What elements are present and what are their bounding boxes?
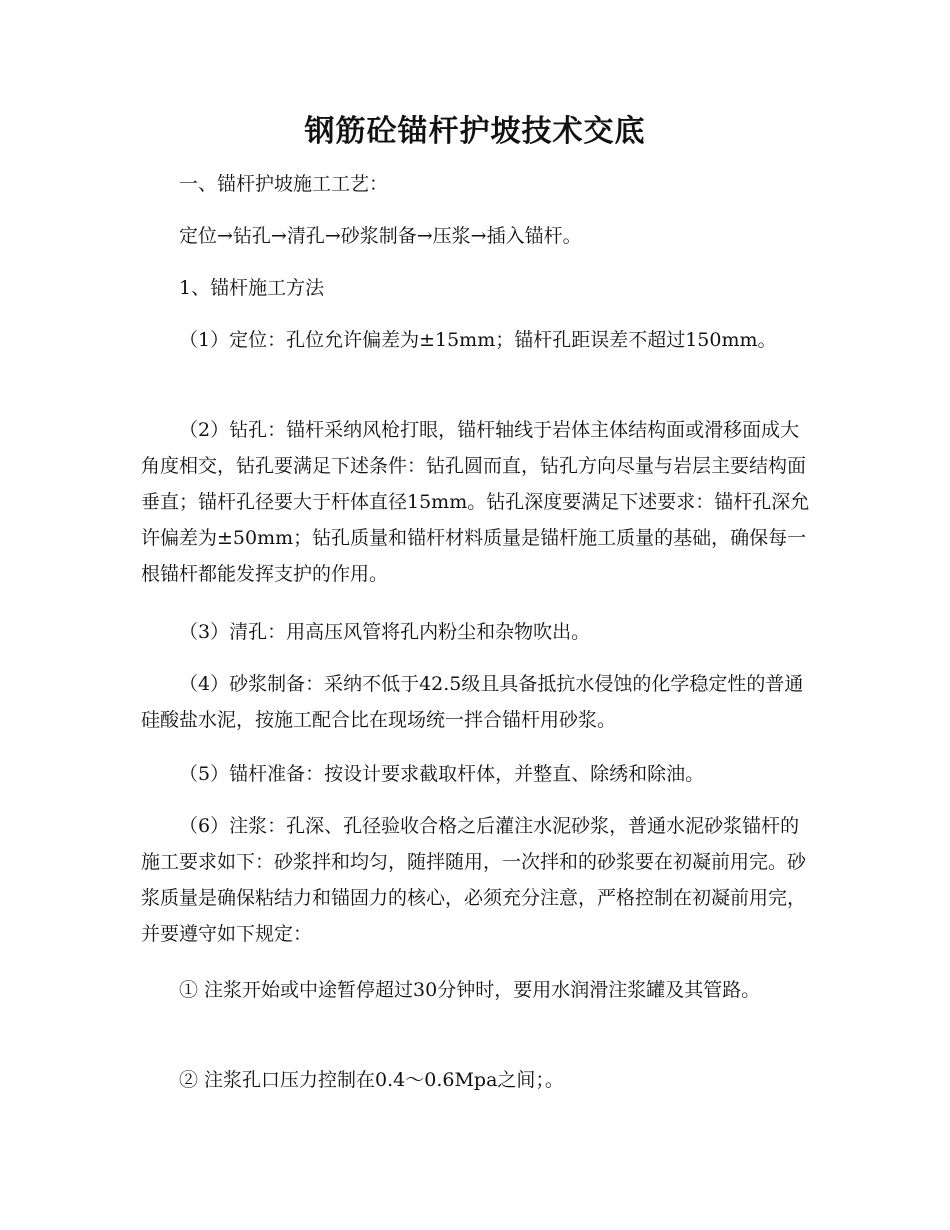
- document-title: 钢筋砼锚杆护坡技术交底: [304, 114, 646, 149]
- list-item-rule-1: ① 注浆开始或中途暂停超过30分钟时，要用水润滑注浆罐及其管路。: [179, 979, 761, 1001]
- paragraph-hole-cleaning: （3）清孔：用高压风管将孔内粉尘和杂物吹出。: [179, 621, 591, 643]
- paragraph-positioning: （1）定位：孔位允许偏差为±15mm；锚杆孔距误差不超过150mm。: [179, 329, 777, 351]
- paragraph-anchor-prep: （5）锚杆准备：按设计要求截取杆体，并整直、除绣和除油。: [179, 763, 705, 785]
- list-item-rule-2: ② 注浆孔口压力控制在0.4～0.6Mpa之间；。: [179, 1069, 564, 1091]
- paragraph-grouting: （6）注浆：孔深、孔径验收合格之后灌注水泥砂浆，普通水泥砂浆锚杆的施工要求如下：砂浆拌和均匀，随拌随用，一次拌和的砂浆要在初凝前用完。砂浆质量是确保粘结力和锚固力的核心，必须充分注意，严格控制在初凝前用完，并要遵守如下规定：: [141, 815, 807, 945]
- paragraph-process-flow: 定位→钻孔→清孔→砂浆制备→压浆→插入锚杆。: [179, 225, 582, 247]
- paragraph-drilling: （2）钻孔：锚杆采纳风枪打眼，锚杆轴线于岩体主体结构面或滑移面成大角度相交，钻孔要满足下述条件：钻孔圆而直，钻孔方向尽量与岩层主要结构面垂直；锚杆孔径要大于杆体直径15mm。钻孔深度要满足下述要求：锚杆孔深允许偏差为±50mm；钻孔质量和锚杆材料质量是锚杆施工质量的基础，确保每一根锚杆都能发挥支护的作用。: [141, 419, 810, 585]
- paragraph-mortar-prep: （4）砂浆制备：采纳不低于42.5级且具备抵抗水侵蚀的化学稳定性的普通硅酸盐水泥，按施工配合比在现场统一拌合锚杆用砂浆。: [141, 673, 804, 731]
- section-heading-process: 一、锚杆护坡施工工艺：: [179, 173, 389, 195]
- subsection-heading-method: 1、锚杆施工方法: [179, 277, 325, 299]
